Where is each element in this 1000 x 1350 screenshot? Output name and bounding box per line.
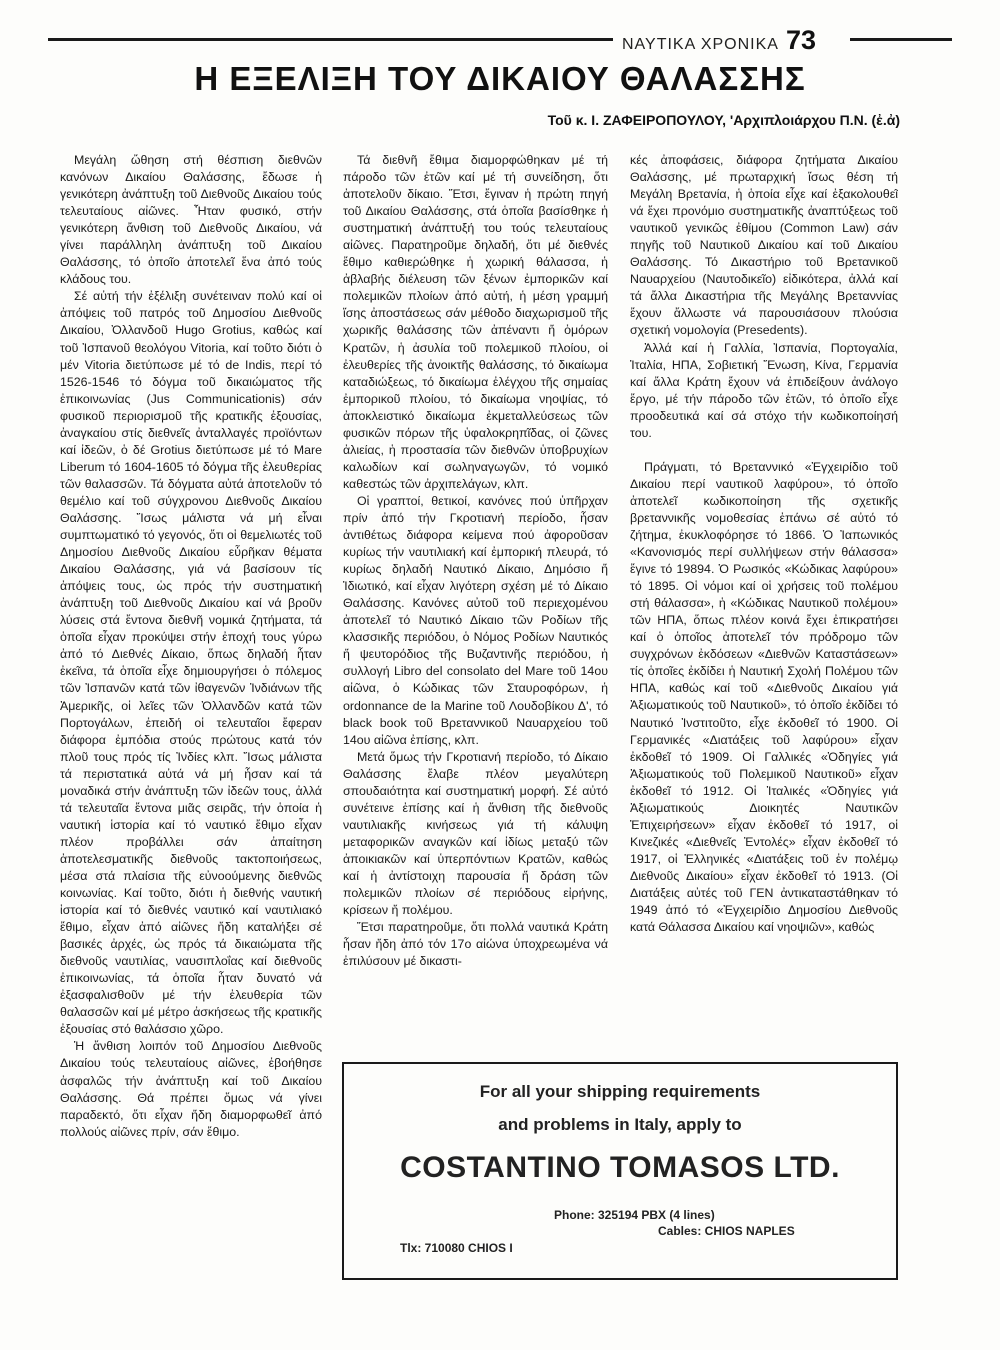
column-3 — [630, 152, 898, 1062]
paragraph: Τά διεθνῆ ἔθιμα διαμορφώθηκαν μέ τή πάροδο τῶν ἐτῶν καί μέ τή συνείδηση, ὅτι ἀποτελοῦν δίκαιο. Ἔτσι, ἔγιναν ἡ πρώτη πηγή τοῦ Δικαίου Θαλάσσης, στά ὁποῖα βασίσθηκε ἡ συστηματική ἀνάπτυξή του τούς τελευταίους αἰῶνες. Παρατηροῦμε δηλαδή, ὅτι μέ διεθνές ἔθιμο καθιερώθηκε ἡ χωρική θάλασσα, ἡ ἀβλαβής διέλευση τῶν ξένων ἐμπορικῶν καί πολεμικῶν πλοίων ἀπό αὐτή, ἡ μέση γραμμή ἴσης ἀποστάσεως σάν μέθοδο διαχωρισμοῦ τῆς χωρικῆς θαλάσσης τῶν ἀπέναντι ἤ ὁμόρων Κρατῶν, ἡ ἀσυλία τοῦ πολεμικοῦ πλοίου, οἱ ἐλευθερίες τῆς ἀνοικτῆς θαλάσσης, τό δικαίωμα καταδιώξεως, τό δικαίωμα ἐλέγχου τῆς σημαίας ἐμπορικοῦ πλοίου, τό δικαίωμα νηοψίας, τό ἀποκλειστικό δικαίωμα ἐκμεταλλεύσεως τῶν φυσικῶν πόρων τῆς ὑφαλοκρηπῖδας, οἱ ζῶνες ἀλιείας, ἡ προστασία τῶν διεθνῶν ὑποβρυχίων καλωδίων καί σωληναγωγῶν, τό νομικό καθεστώς τῶν ἀρχιπελάγων, κλπ. — [343, 153, 608, 491]
paragraph: Ἡ ἄνθιση λοιπόν τοῦ Δημοσίου Διεθνοῦς Δικαίου τούς τελευταίους αἰῶνες, ἐβοήθησε ἀσφαλῶς τήν ἀνάπτυξη καί τοῦ Δικαίου Θαλάσσης. Θά πρέπει ὅμως νά γίνει παραδεκτό, ὅτι εἶχαν ἤδη διαμορφωθεῖ ἀπό πολλούς αἰῶνες πρίν, σάν ἔθιμο. — [60, 1039, 322, 1139]
paragraph: κές ἀποφάσεις, διάφορα ζητήματα Δικαίου Θαλάσσης, μέ πρωταρχική ἴσως θέση τή Μεγάλη Βρετανία, ἡ ὁποία εἶχε καί ἐξακολουθεῖ νά ἔχει προνόμιο συστηματικῆς ἀναπτύξεως τοῦ ναυτικοῦ γενικῶς ἐθίμου (Common Law) σάν πηγῆς τοῦ Ναυτικοῦ Δικαίου καί τοῦ Δικαίου Θαλάσσης. Τό Δικαστήριο τοῦ Βρετανικοῦ Ναυαρχείου (Ναυτοδικεῖο) εἰδικότερα, ἀλλά καί τά ἄλλα Δικαστήρια τῆς Μεγάλης Βρεταννίας ἔχουν ἄλλωστε νά παρουσιάσουν πλούσια σχετική νομολογία (Presedents). — [630, 153, 898, 338]
ad-telex: Tlx: 710080 CHIOS I — [400, 1241, 513, 1255]
ad-phone: Phone: 325194 PBX (4 lines) — [554, 1208, 715, 1222]
article-author: Τοῦ κ. Ι. ΖΑΦΕΙΡΟΠΟΥΛΟΥ, 'Αρχιπλοιάρχου Π.Ν. (ἐ.ἀ) — [547, 112, 900, 128]
header-rule-left — [48, 38, 613, 41]
paragraph: Οἱ γραπτοί, θετικοί, κανόνες πού ὑπῆρχαν πρίν ἀπό τήν Γκροτιανή περίοδο, ἦσαν ἀντιθέτως διάφορα κείμενα πού ἀφοροῦσαν κυρίως τήν ναυτιλιακή καί ἐμπορική πλευρά, τό κυρίως δηλαδή Ναυτικό Δίκαιο, Δημόσιο ἤ Ἰδιωτικό, καί εἶχαν λιγότερη σχέση μέ τό Δίκαιο Θαλάσσης. Κανόνες αὐτοῦ τοῦ περιεχομένου ἀποτελεῖ τό Ναυτικό Δίκαιο τῶν Ροδίων τῆς κλασσικῆς περιόδου, ὁ Νόμος Ροδίων Ναυτικός ἤ ψευτορόδιος τῆς Βυζαντινῆς περιόδου, ἡ συλλογή Libro del consolato del Mare τοῦ 14ου αἰῶνα, ὁ Κώδικας τῶν Σταυροφόρων, ἡ ordonnance de la Marine τοῦ Λουδοβίκου Δ', τό black book τοῦ Βρεταννικοῦ Ναυαρχείου τοῦ 14ου αἰῶνα ἐπίσης, κλπ. — [343, 493, 608, 747]
column-1 — [60, 152, 322, 1292]
paragraph: Μεγάλη ὤθηση στή θέσπιση διεθνῶν κανόνων Δικαίου Θαλάσσης, ἔδωσε ἡ γενικότερη ἀνάπτυξη τοῦ Διεθνοῦς Δικαίου τούς τελευταίους αἰῶνες. Ἦταν φυσικό, στήν γενικότερη ἄνθιση τοῦ Διεθνοῦς Δικαίου, νά γίνει παράλληλη ἀνάπτυξη τοῦ Δικαίου Θαλάσσης, τό ὁποῖο ἀποτελεῖ ἕνα ἀπό τούς κλάδους του. — [60, 153, 322, 287]
paragraph: Πράγματι, τό Βρεταννικό «Ἐγχειρίδιο τοῦ Δικαίου περί ναυτικοῦ λαφύρου», τό ὁποῖο ἀποτελεῖ κωδικοποίηση τῆς σχετικῆς βρεταννικῆς νομοθεσίας ἐπάνω σέ αὐτό τό ζήτημα, ἐκυκλοφόρησε τό 1866. Ὁ Ἰαπωνικός «Κανονισμός περί συλλήψεων στήν θάλασσα» ἔγινε τό 19894. Ὁ Ρωσικός «Κώδικας λαφύρου» τό 1895. Οἱ νόμοι καί οἱ χρήσεις τοῦ πολέμου στή θάλασσα», ἡ «Κώδικας Ναυτικοῦ πολέμου» τῶν ΗΠΑ, ὅπως πλέον κοινά ἔχει ἐπικρατήσει καί ὁ ὁποῖος ἀποτελεῖ τόν πρόδρομο τῶν συγχρόνων ἐκδόσεων «Διεθνῶν Καταστάσεων» τίς ὁποῖες ἐκδίδει ἡ Ναυτική Σχολή Πολέμου τῶν ΗΠΑ, καθώς καί τοῦ «Διεθνοῦς Δικαίου γιά Ἀξιωματικούς τοῦ Ναυτικοῦ», τό ὁποῖο ἐκδίδει τό Ναυτικό Ἰνστιτοῦτο, εἶχε ἐκδοθεῖ τό 1900. Οἱ Γερμανικές «Διατάξεις τοῦ λαφύρου» εἶχαν ἐκδοθεῖ τό 1909. Οἱ Γαλλικές «Ὁδηγίες γιά Ἀξιωματικούς τοῦ Πολεμικοῦ Ναυτικοῦ» εἶχαν ἐκδοθεῖ τό 1912. Οἱ Ἰταλικές «Ὁδηγίες γιά Ἀξιωματικούς Διοικητές Ναυτικῶν Ἐπιχειρήσεων» εἶχαν ἐκδοθεῖ τό 1917, οἱ Κινεζικές «Διεθνεῖς Ἐντολές» εἶχαν ἐκδοθεῖ τό 1917, οἱ Ἑλληνικές «Διατάξεις τοῦ ἐν πολέμῳ Διεθνοῦς Δικαίου» εἶχαν ἐκδοθεῖ τό 1913. (Οἱ Διατάξεις αὐτές τοῦ ΓΕΝ ἀντικαταστάθηκαν τό 1949 ἀπό τό «Ἐγχειρίδιο Δημοσίου Διεθνοῦς κατά Θάλασσα Δικαίου καί νηοψιῶν», καθώς — [630, 459, 898, 935]
paragraph: Ἀλλά καί ἡ Γαλλία, Ἰσπανία, Πορτογαλία, Ἰταλία, ΗΠΑ, Σοβιετική Ἕνωση, Κίνα, Γερμανία καί ἄλλα Κράτη ἔχουν νά ἐπιδείξουν ἀνάλογο ἔργο, μέ τήν πάροδο τῶν ἐτῶν, τό ὁποῖο εἶχε προοδευτικά καί σά στόχο τήν κωδικοποίησή του. — [630, 340, 898, 440]
paragraph: Σέ αὐτή τήν ἐξέλιξη συνέτειναν πολύ καί οἱ ἀπόψεις τοῦ πατρός τοῦ Δημοσίου Διεθνοῦς Δικαίου, Ὀλλανδοῦ Hugo Grotius, καθώς καί τοῦ Ἰσπανοῦ θεολόγου Vitoria, καί τοῦτο διότι ὁ μέν Vitoria διετύπωσε μέ τό de Indis, περί τό 1526-1546 τό δόγμα τοῦ δικαιώματος τῆς ἐπικοινωνίας (Jus Communicationis) σάν φυσικοῦ περιορισμοῦ τῆς κρατικῆς ἐξουσίας, ἀναγκαίου στίς διεθνεῖς ἀνταλλαγές προϊόντων καί ἰδεῶν, ὁ δέ Grotius διετύπωσε μέ τό Mare Liberum τό 1604-1605 τό δόγμα τῆς ἐλευθερίας τῶν θαλασσῶν. Τά δόγματα αὐτά ἀποτελοῦν τό θεμέλιο καί τοῦ σύγχρονου Διεθνοῦς Δικαίου Θαλάσσης. Ἴσως μάλιστα νά μή εἶναι συμπτωματικό τό γεγονός, ὅτι οἱ θεμελιωτές τοῦ Δημοσίου Διεθνοῦς Δικαίου εὗρῆκαν θέματα Δικαίου Θαλάσσης, γιά νά βασίσουν τίς ἀπόψεις τους, ὡς πρός τήν συστηματική ἀνάπτυξη τοῦ Διεθνοῦς Δικαίου καί νά βροῦν λύσεις στά ἔντονα διεθνῆ νομικά ζητήματα, τά ὁποῖα εἶχαν προκύψει στήν ἐποχή τους γύρω ἀπό τό Διεθνές Δίκαιο, ὅπως δηλαδή ἦταν ἐκεῖνα, τά ὁποῖα εἶχε δημιουργήσει ὁ πόλεμος τῶν Ἰσπανῶν κατά τῶν ἰθαγενῶν Ἰνδιάνων τῆς Ἀμερικῆς, οἱ λεῖες τῶν Ὀλλανδῶν κατά τῶν Πορτογάλων, ἐπειδή οἱ τελευταῖοι ἔφεραν διάφορα ἐμπόδια στούς πρώτους κατά τόν πλοῦ τους πρός τίς Ἰνδίες κλπ. Ἴσως μάλιστα τά περιστατικά αὐτά νά μή ἦσαν καί τά μοναδικά στήν ἀνάπτυξη τῶν ἰδεῶν τους, ἀλλά τά τελευταῖα ἔντονα μιᾶς σειρᾶς, τήν ὁποία ἡ ναυτική ἱστορία καί τό ναυτικό ἔθιμο εἶχαν πλέον προβάλλει σάν ἀπαίτηση ἀποτελεσματικῆς διεθνοῦς τακτοποιήσεως, μέσα στά πλαίσια τῆς εὐνοούμενης διεθνῶς κοινωνίας. Καί τοῦτο, διότι ἡ διεθνής ναυτική ἱστορία καί τό διεθνές ναυτικό καί ναυτιλιακό ἔθιμο, εἶχαν ἀπό αἰῶνες ἤδη καταλήξει σέ βασικές ἀρχές, ὡς πρός τά δικαιώματα τῆς διεθνοῦς ναυτιλίας, ναυσιπλοΐας καί διεθνοῦς ἐπικοινωνίας, τά ὁποῖα ἦταν δυνατό νά ἐξασφαλισθοῦν μέ τήν ἐλευθερία τῶν θαλασσῶν καί μέ μέτρο ἀσκήσεως τῆς κρατικῆς ἐξουσίας στό θαλάσσιο χῶρο. — [60, 289, 322, 1037]
ad-company-name: COSTANTINO TOMASOS LTD. — [400, 1151, 840, 1184]
paragraph: Ἔτσι παρατηροῦμε, ὅτι πολλά ναυτικά Κράτη ἦσαν ἤδη ἀπό τόν 17ο αἰώνα ὑποχρεωμένα νά ἐπιλύσουν μέ δικαστι- — [343, 920, 608, 969]
ad-headline-1: For all your shipping requirements — [479, 1082, 761, 1101]
advertisement-box — [342, 1062, 898, 1280]
paragraph: Μετά ὅμως τήν Γκροτιανή περίοδο, τό Δίκαιο Θαλάσσης ἔλαβε πλέον μεγαλύτερη σπουδαιότητα καί συστηματική μορφή. Σέ αὐτό συνέτεινε ἐπίσης καί ἡ ἄνθιση τῆς διεθνοῦς ναυτιλιακῆς κινήσεως γιά τή κάλυψη μεταφορικῶν αναγκῶν καί ἰδίως μεταξύ τῶν ἀποικιακῶν καί ὑπερπόντιων Κρατῶν, καθώς καί ἡ ἀντίστοιχη παρουσία ἤ δράση τῶν πολεμικῶν πλοίων σέ περιόδους εἰρήνης, κρίσεων ἤ πολέμου. — [343, 749, 608, 918]
page-number: 73 — [786, 25, 817, 55]
article-title: Η ΕΞΕΛΙΞΗ ΤΟΥ ΔΙΚΑΙΟΥ ΘΑΛΑΣΣΗΣ — [194, 60, 806, 97]
ad-cables: Cables: CHIOS NAPLES — [658, 1224, 795, 1238]
ad-headline-2: and problems in Italy, apply to — [498, 1115, 742, 1134]
header-rule-right — [850, 38, 952, 41]
column-2 — [343, 152, 608, 1062]
magazine-name: ΝΑΥΤΙΚΑ ΧΡΟΝΙΚΑ — [622, 36, 779, 53]
